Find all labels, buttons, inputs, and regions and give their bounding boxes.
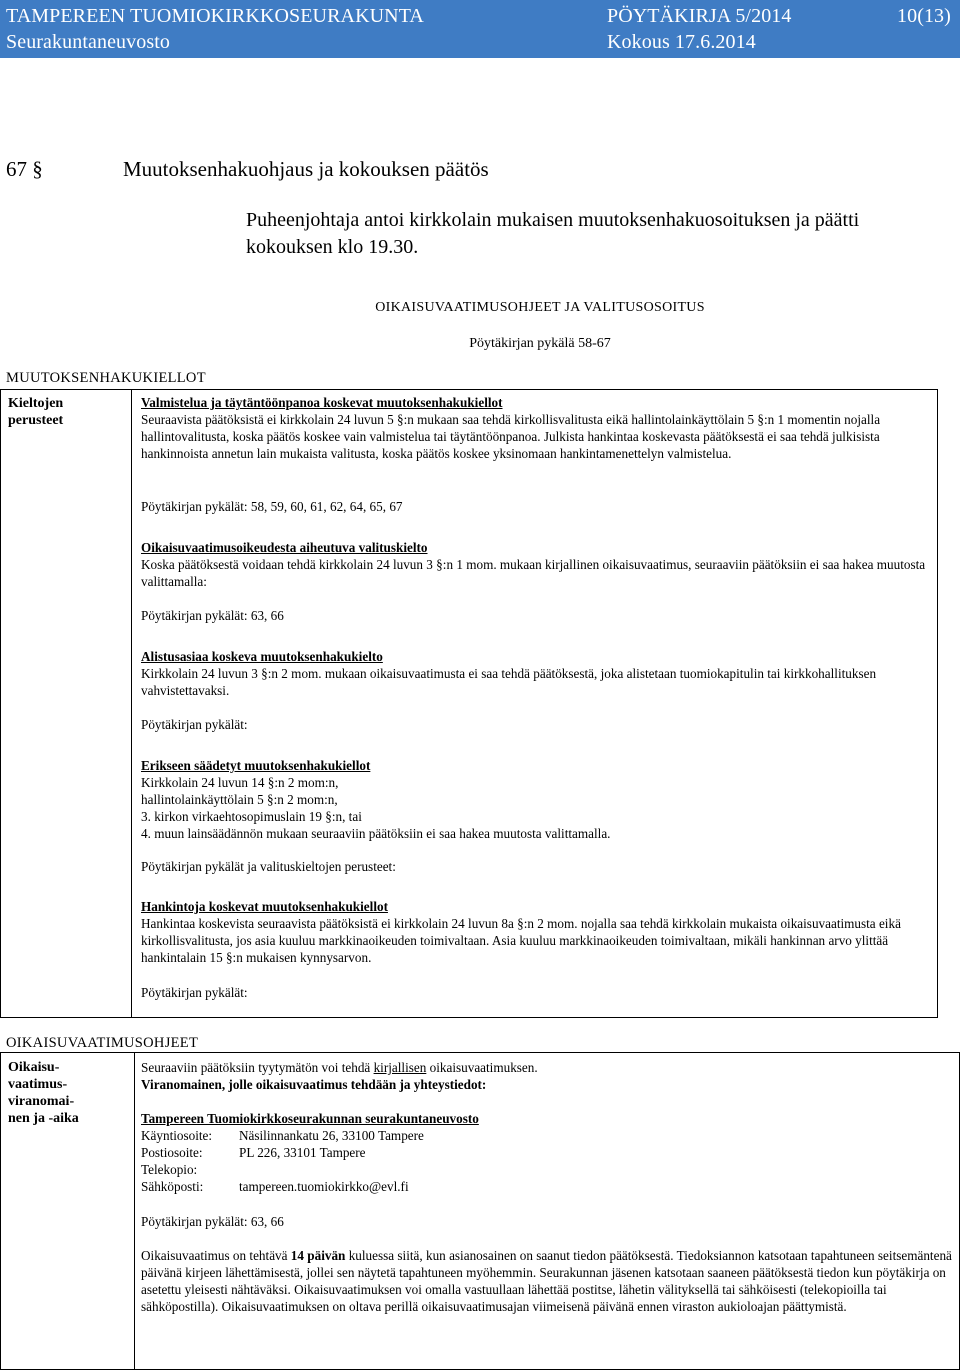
contact-value: PL 226, 33101 Tampere bbox=[239, 1145, 366, 1160]
oikaisu-label-line: Oikaisu- bbox=[8, 1060, 60, 1075]
oikaisu-label-line: vaatimus- bbox=[8, 1077, 68, 1092]
header-document-number: PÖYTÄKIRJA 5/2014 bbox=[607, 5, 792, 27]
b4-title: Erikseen säädetyt muutoksenhakukiellot bbox=[141, 758, 371, 773]
oikaisu-pykalat: Pöytäkirjan pykälät: 63, 66 bbox=[141, 1214, 284, 1229]
section-title: Muutoksenhakuohjaus ja kokouksen päätös bbox=[123, 157, 489, 181]
contact-row bbox=[141, 1178, 953, 1195]
section-text: Puheenjohtaja antoi kirkkolain mukaisen muutoksenhakuosoituksen ja päätti kokouksen klo 19.30. bbox=[246, 209, 860, 258]
intro-post: oikaisuvaatimuksen. bbox=[426, 1060, 538, 1075]
deadline-post: kuluessa siitä, kun asianosainen on saanut tiedon päätöksestä. Tiedoksiannon katsotaan tapahtuneen seitsemäntenä päivänä kirjeen lähettämisestä, jollei sen näytetä tapahtuneen myöhemmin. Seurakunnan jäsenen katsotaan saaneen päätöksestä tiedon kun pöytäkirja on asetettu yleisesti nähtäväksi. Oikaisuvaatimuksen voi omalla vastuullaan lähettää postitse, lähetin välityksellä tai sähköisesti (telekopioilla tai sähköpostilla). Oikaisuvaatimuksen on oltava perillä oikaisuvaatimusajan viimeisenä päivänä ennen viraston aukioloajan päättymistä. bbox=[141, 1248, 952, 1314]
b1-text: Seuraavista päätöksistä ei kirkkolain 24 luvun 5 §:n mukaan saa tehdä kirkollisvalitusta eikä hallintolainkäyttölain 5 §:n 1 momentin nojalla hallintovalitusta, koska päätös koskee vain valmistelua tai täytäntöönpanoa. Julkista hankintaa koskevasta päätöksestä ei saa tehdä julkisista hankinnoista annetun lain mukaista valitusta, koska päätös koskee yksinomaan hankintamenettelyn valmistelua. bbox=[141, 412, 881, 461]
oikaisu-heading: OIKAISUVAATIMUSOHJEET bbox=[6, 1035, 199, 1051]
contact-row bbox=[141, 1161, 953, 1178]
b1-title: Valmistelua ja täytäntöönpanoa koskevat muutoksenhakukiellot bbox=[141, 395, 503, 410]
restrictions-label: Kieltojen perusteet bbox=[8, 396, 64, 428]
oikaisu-intro bbox=[141, 1059, 953, 1076]
restrictions-divider bbox=[131, 389, 132, 1018]
contact-row bbox=[141, 1127, 953, 1144]
header-meeting-date: Kokous 17.6.2014 bbox=[607, 31, 756, 53]
deadline-bold: 14 päivän bbox=[290, 1248, 346, 1263]
contact-label: Telekopio: bbox=[141, 1162, 198, 1177]
b4-line: 4. muun lainsäädännön mukaan seuraaviin päätöksiin ei saa hakea muutosta valittamalla. bbox=[141, 826, 611, 841]
contact-row bbox=[141, 1144, 953, 1161]
intro-pre: Seuraaviin päätöksiin tyytymätön voi tehdä bbox=[141, 1060, 374, 1075]
contact-value: tampereen.tuomiokirkko@evl.fi bbox=[239, 1179, 409, 1194]
b5-pykalat: Pöytäkirjan pykälät: bbox=[141, 985, 248, 1000]
b4-pykalat: Pöytäkirjan pykälät ja valituskieltojen perusteet: bbox=[141, 859, 396, 874]
b1-pykalat: Pöytäkirjan pykälät: 58, 59, 60, 61, 62, 64, 65, 67 bbox=[141, 499, 403, 514]
header-page-number: 10(13) bbox=[897, 5, 951, 27]
b5-text: Hankintaa koskevista seuraavista päätöksistä ei kirkkolain 24 luvun 8a §:n 2 mom. nojalla saa tehdä kirkkolain mukaista oikaisuvaatimusta eikä kirkollisvalitusta, jos asia kuuluu markkinaoikeuden toimivaltaan. Asia kuuluu markkinaoikeuden toimivaltaan, mikäli hankinnan arvo ylittää hankintalain 15 §:n mukaisen kynnysarvon. bbox=[141, 916, 901, 965]
intro-link: kirjallisen bbox=[373, 1060, 427, 1075]
oikaisu-divider bbox=[134, 1052, 135, 1370]
contact-label: Sähköposti: bbox=[141, 1179, 204, 1194]
b2-title: Oikaisuvaatimusoikeudesta aiheutuva valituskielto bbox=[141, 540, 428, 555]
b4-line: 3. kirkon virkaehtosopimuslain 19 §:n, tai bbox=[141, 809, 362, 824]
b3-text: Kirkkolain 24 luvun 3 §:n 2 mom. mukaan oikaisuvaatimusta ei saa tehdä päätöksestä, joka alistetaan tuomiokapitulin tai kirkkohallituksen vahvistettavaksi. bbox=[141, 666, 877, 698]
b5-title: Hankintoja koskevat muutoksenhakukiellot bbox=[141, 899, 388, 914]
page-header bbox=[0, 0, 960, 58]
contact-label: Käyntiosoite: bbox=[141, 1128, 213, 1143]
section-number: 67 § bbox=[6, 157, 43, 181]
contact-value: Näsilinnankatu 26, 33100 Tampere bbox=[239, 1128, 424, 1143]
authority-name: Tampereen Tuomiokirkkoseurakunnan seurakuntaneuvosto bbox=[141, 1111, 479, 1126]
b4-line: Kirkkolain 24 luvun 14 §:n 2 mom:n, bbox=[141, 775, 339, 790]
b2-pykalat: Pöytäkirjan pykälät: 63, 66 bbox=[141, 608, 284, 623]
instructions-subtitle: Pöytäkirjan pykälä 58-67 bbox=[469, 336, 611, 351]
b3-pykalat: Pöytäkirjan pykälät: bbox=[141, 717, 248, 732]
instructions-title: OIKAISUVAATIMUSOHJEET JA VALITUSOSOITUS bbox=[375, 300, 705, 315]
oikaisu-box bbox=[0, 1052, 960, 1370]
contact-label: Postiosoite: bbox=[141, 1145, 203, 1160]
restrictions-heading: MUUTOKSENHAKUKIELLOT bbox=[6, 370, 206, 386]
oikaisu-label-line: viranomai- bbox=[8, 1094, 75, 1109]
b4-line: hallintolainkäyttölain 5 §:n 2 mom:n, bbox=[141, 792, 338, 807]
oikaisu-label-line: nen ja -aika bbox=[8, 1111, 79, 1126]
authority-label: Viranomainen, jolle oikaisuvaatimus tehdään ja yhteystiedot: bbox=[141, 1077, 487, 1092]
b3-title: Alistusasiaa koskeva muutoksenhakukielto bbox=[141, 649, 383, 664]
header-body-name: Seurakuntaneuvosto bbox=[6, 31, 170, 53]
deadline-pre: Oikaisuvaatimus on tehtävä bbox=[141, 1248, 291, 1263]
header-organization: TAMPEREEN TUOMIOKIRKKOSEURAKUNTA bbox=[6, 5, 424, 27]
oikaisu-label bbox=[8, 1059, 128, 1127]
deadline-text bbox=[141, 1247, 953, 1315]
b2-text: Koska päätöksestä voidaan tehdä kirkkolain 24 luvun 3 §:n 1 mom. mukaan kirjallinen oikaisuvaatimus, seuraaviin päätöksiin ei saa hakea muutosta valittamalla: bbox=[141, 557, 926, 589]
